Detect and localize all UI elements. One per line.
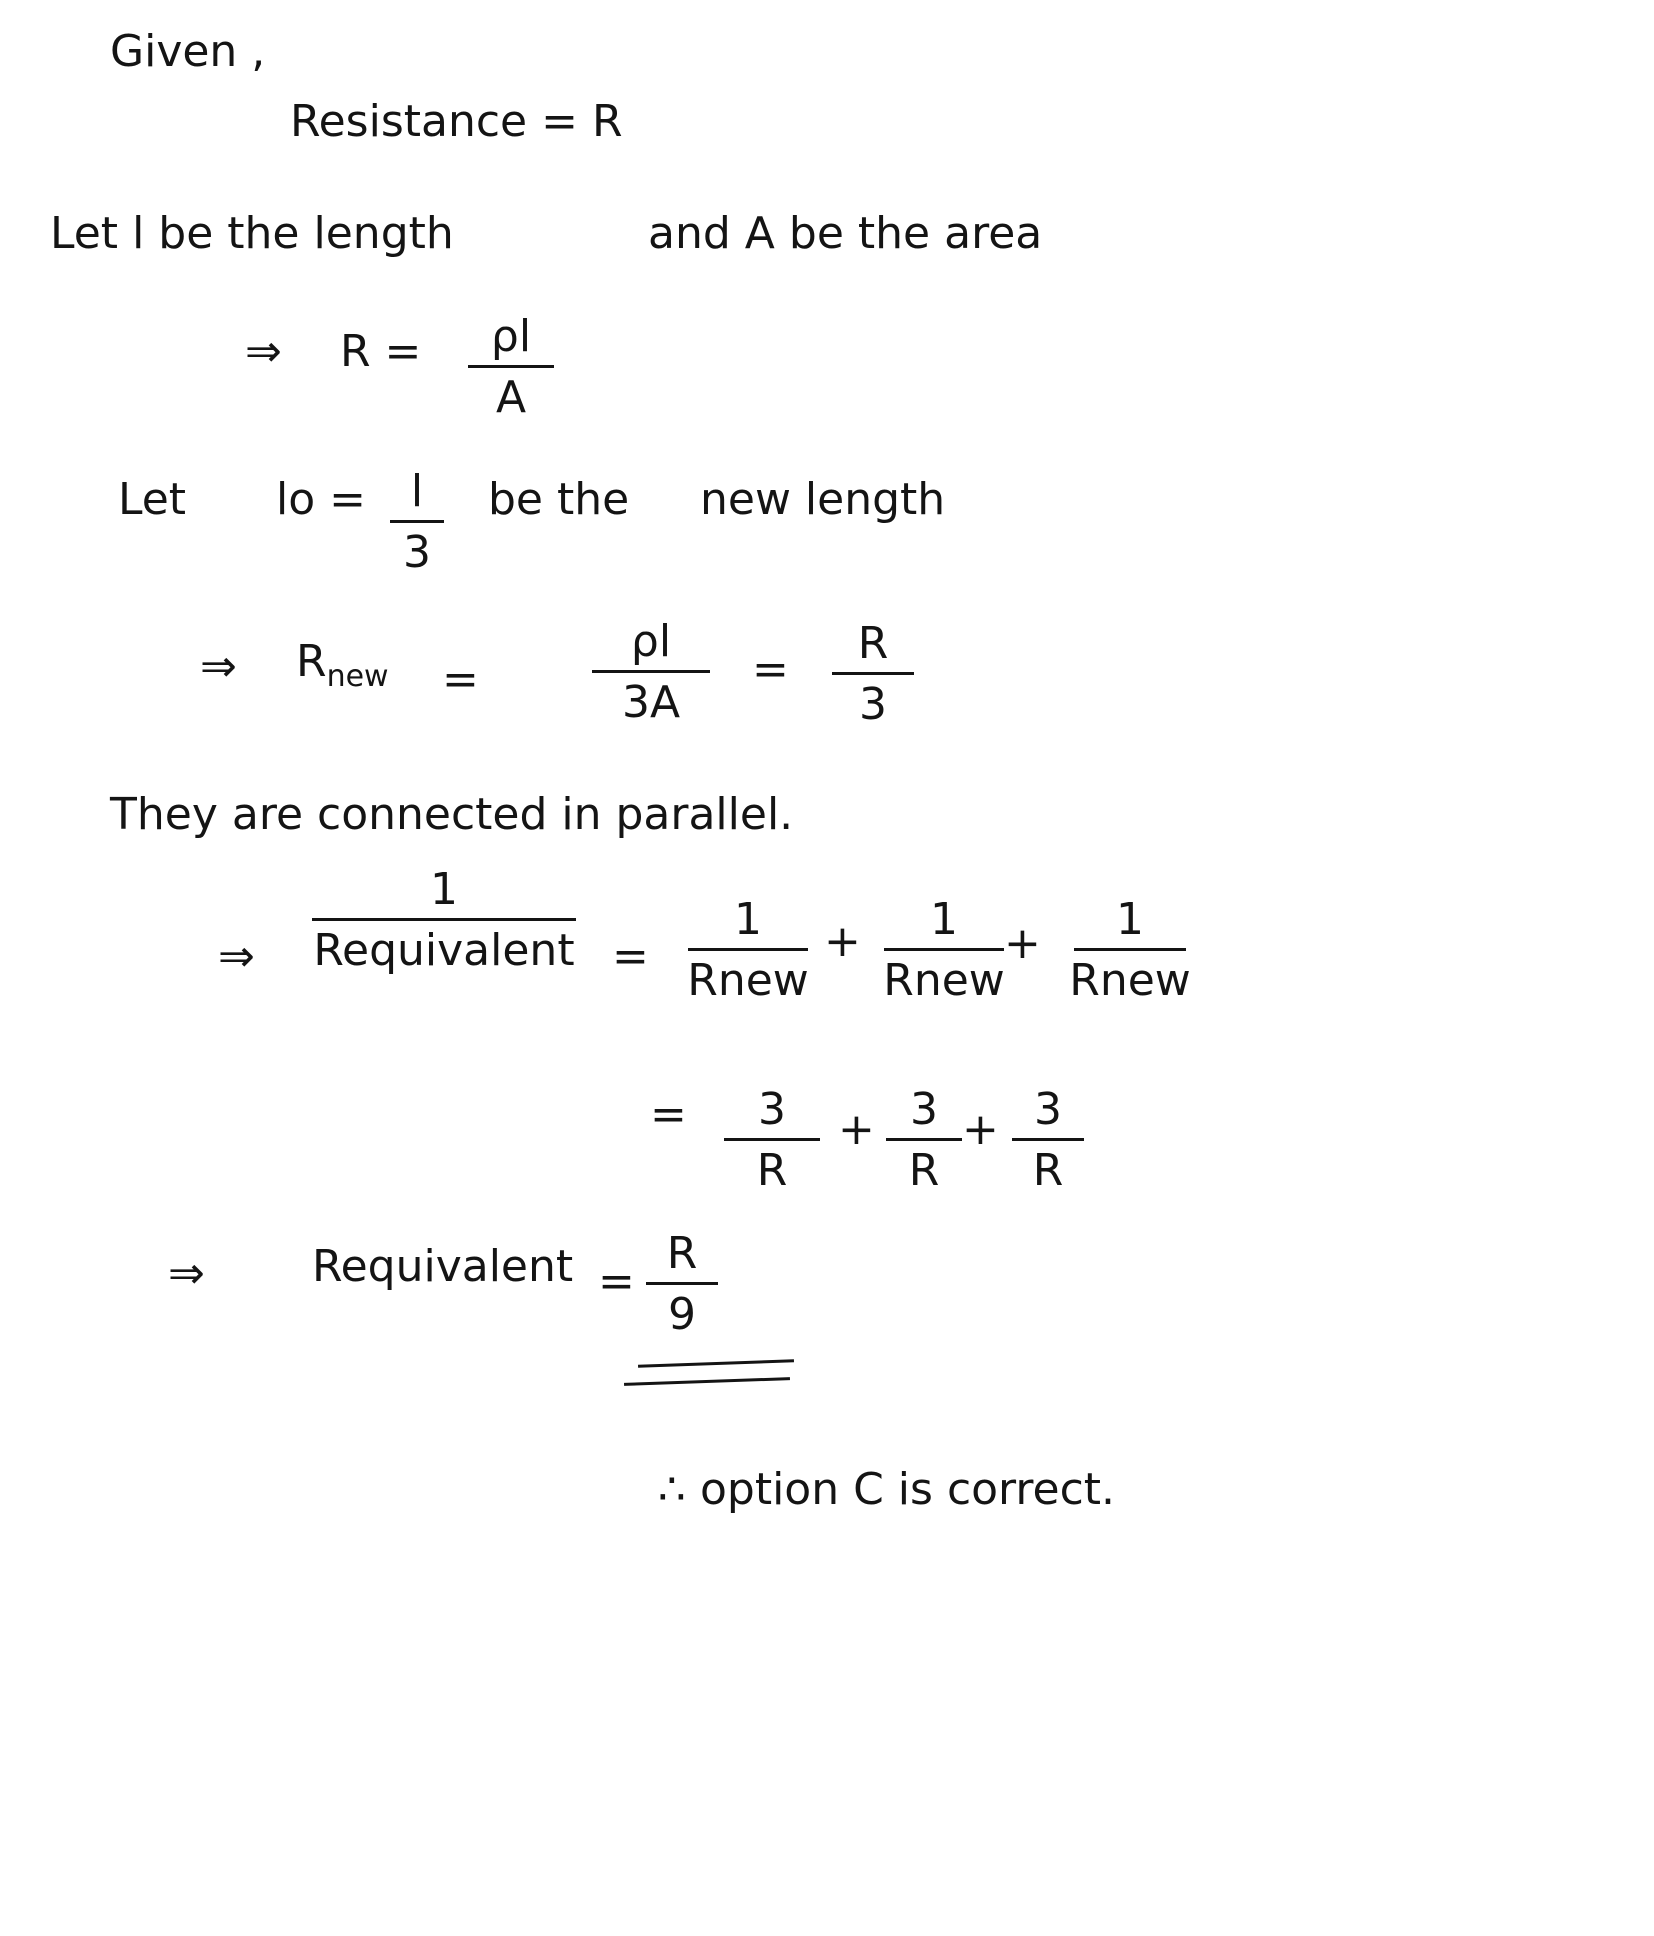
- fraction-numerator: 1: [734, 894, 762, 945]
- fraction-R-over-9: [646, 1228, 718, 1340]
- resistance-value: R: [591, 96, 623, 147]
- be-word: be: [158, 208, 214, 259]
- new-subscript: new: [326, 659, 389, 694]
- fraction-R-over-3: [832, 618, 914, 730]
- fraction-numerator: R: [666, 1228, 698, 1279]
- be-word: be: [788, 208, 844, 259]
- lo-lhs: lo =: [276, 474, 366, 525]
- equals-sign: =: [598, 1256, 635, 1307]
- given-heading: Given ,: [110, 26, 266, 77]
- equals-sign: =: [650, 1089, 687, 1140]
- resistance-line: [290, 96, 623, 147]
- fraction-numerator: R: [857, 618, 889, 669]
- parallel-statement: They are connected in parallel.: [110, 789, 794, 840]
- fraction-numerator: 3: [1034, 1084, 1062, 1135]
- symbol-A: A: [744, 208, 775, 259]
- fraction-denominator: Rnew: [687, 955, 809, 1006]
- fraction-1-over-Rnew-b: [883, 894, 1005, 1006]
- fraction-numerator: ρl: [490, 311, 532, 362]
- area-word: area: [944, 208, 1043, 259]
- fraction-rho-l-over-A: [468, 311, 554, 423]
- fraction-numerator: 1: [430, 864, 458, 915]
- let-word: Let: [50, 208, 119, 259]
- fraction-numerator: 3: [758, 1084, 786, 1135]
- result-underline-top: [638, 1359, 794, 1367]
- fraction-l-over-3: [390, 466, 444, 578]
- fraction-denominator: 3: [403, 527, 431, 578]
- and-word: and: [648, 208, 731, 259]
- the-word: the: [857, 208, 931, 259]
- arrow-implies: ⇒: [168, 1248, 205, 1299]
- fraction-numerator: ρl: [630, 616, 672, 667]
- fraction-rho-l-over-3A: [592, 616, 710, 728]
- fraction-3-over-R-c: [1012, 1084, 1084, 1196]
- fraction-numerator: l: [410, 466, 424, 517]
- length-word: length: [313, 208, 454, 259]
- plus-sign: +: [838, 1104, 875, 1155]
- be-the-text: be the: [488, 474, 630, 525]
- equals-sign: =: [442, 654, 479, 705]
- R-new-symbol: [296, 636, 389, 694]
- fraction-1-over-Requivalent: [312, 864, 576, 976]
- the-word: the: [227, 208, 300, 259]
- arrow-implies: ⇒: [218, 931, 255, 982]
- arrow-implies: ⇒: [245, 326, 282, 377]
- symbol-l: l: [132, 208, 145, 259]
- equals-sign: =: [752, 644, 789, 695]
- fraction-numerator: 1: [1116, 894, 1144, 945]
- fraction-denominator: Rnew: [883, 955, 1005, 1006]
- R-lhs: R =: [340, 326, 422, 377]
- fraction-denominator: 9: [668, 1289, 696, 1340]
- result-underline-bottom: [624, 1377, 790, 1386]
- new-length-text: new length: [700, 474, 946, 525]
- plus-sign: +: [824, 916, 861, 967]
- plus-sign: +: [962, 1104, 999, 1155]
- resistance-label: Resistance: [290, 96, 528, 147]
- let-area-line-part2: [648, 208, 1043, 259]
- let-word-2: Let: [118, 474, 187, 525]
- arrow-implies: ⇒: [200, 641, 237, 692]
- fraction-denominator: R: [756, 1145, 788, 1196]
- plus-sign: +: [1004, 918, 1041, 969]
- fraction-denominator: 3A: [621, 677, 681, 728]
- fraction-1-over-Rnew-a: [687, 894, 809, 1006]
- fraction-3-over-R-a: [724, 1084, 820, 1196]
- equals-sign: =: [612, 931, 649, 982]
- fraction-1-over-Rnew-c: [1069, 894, 1191, 1006]
- fraction-numerator: 1: [930, 894, 958, 945]
- Requivalent-lhs: Requivalent: [312, 1241, 574, 1292]
- fraction-denominator: 3: [859, 679, 887, 730]
- conclusion-text: ∴ option C is correct.: [658, 1464, 1115, 1515]
- R-symbol: R: [296, 636, 327, 687]
- let-length-line-part1: [50, 208, 454, 259]
- fraction-denominator: Rnew: [1069, 955, 1191, 1006]
- fraction-denominator: Requivalent: [313, 925, 575, 976]
- fraction-denominator: R: [1032, 1145, 1064, 1196]
- fraction-denominator: R: [908, 1145, 940, 1196]
- fraction-3-over-R-b: [886, 1084, 962, 1196]
- fraction-denominator: A: [495, 372, 527, 423]
- fraction-numerator: 3: [910, 1084, 938, 1135]
- resistance-equals: =: [541, 96, 578, 147]
